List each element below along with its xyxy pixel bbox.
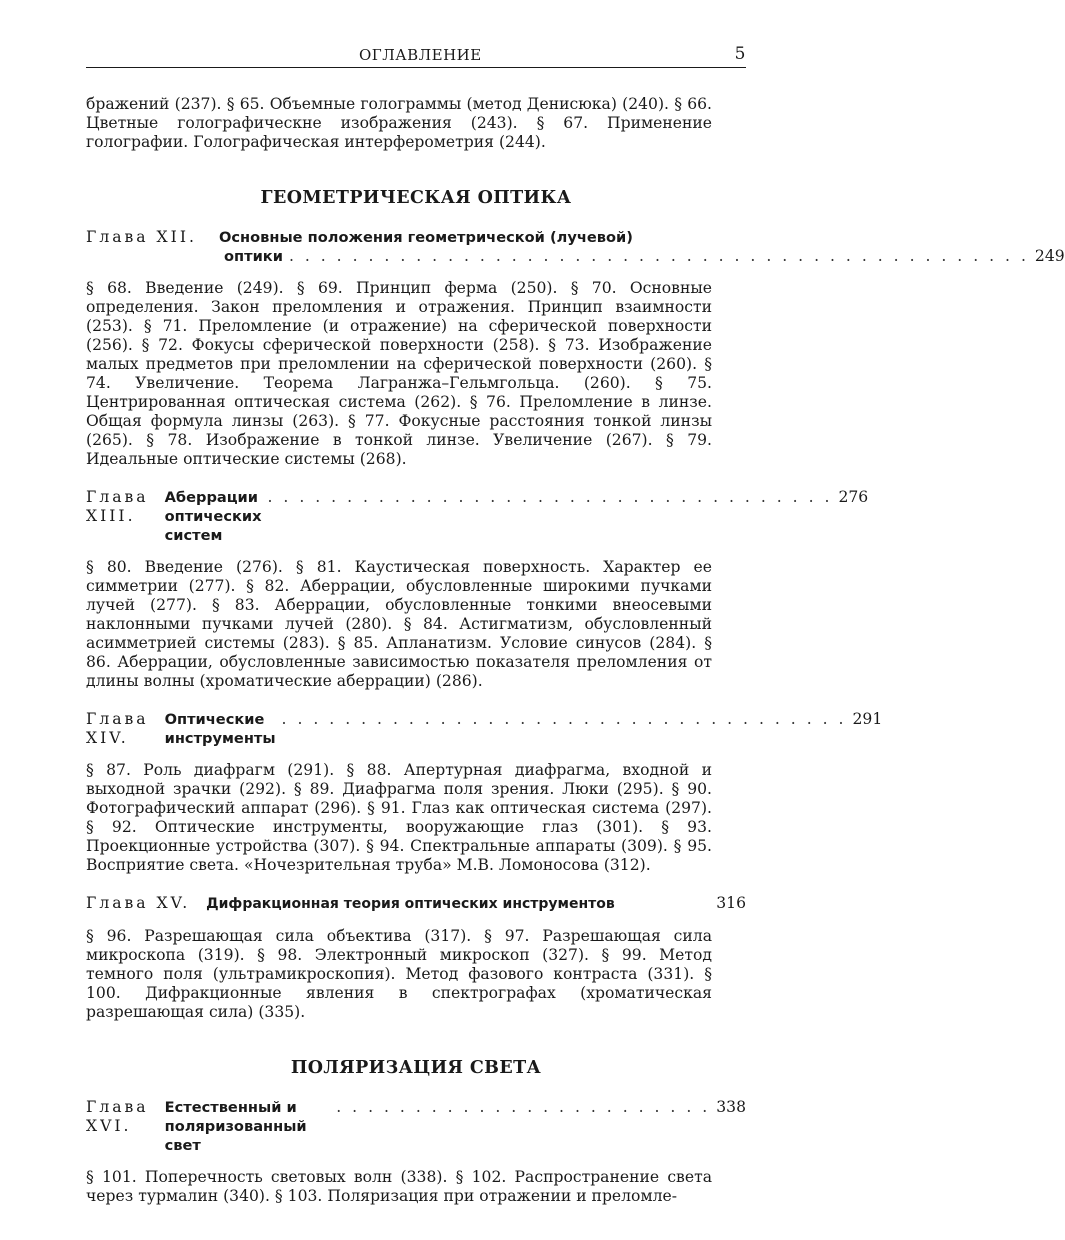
chapter-page: 291 [852,710,883,728]
dot-leader: . . . . . . . . . . . . . . . . . . . . . . . . [336,1098,711,1116]
chapter-title: Естественный и поляризованный свет [164,1099,307,1154]
chapter-contents: § 87. Роль диафрагм (291). § 88. Апертурная диафрагма, входной и выходной зрачки (292). § 89. Диафрагма поля зрения. Люки (295). § 90. Фотографический аппарат (296). § 91. Глаз как оптическая система (297). § 92. Оптические инструменты, вооружающие глаз (301). § 93. Проекционные устройства (307). § 94. Спектральные аппараты (309). § 95. Восприятие света. «Ночезрительная труба» М.В. Ломоносова (312). [86,761,712,874]
header-title: ОГЛАВЛЕНИЕ [358,46,482,64]
chapter-label: Глава XIV. [86,710,149,747]
chapter-title-line2: оптики [224,248,283,265]
chapter-entry[interactable] [86,1098,746,1155]
chapter-title: Аберрации оптических систем [164,489,262,544]
chapter-page: 249 [1034,247,1065,265]
running-header [86,44,746,68]
section-heading-geometric-optics: ГЕОМЕТРИЧЕСКАЯ ОПТИКА [260,188,572,208]
chapter-entry[interactable] [86,488,869,545]
section-heading-polarization: ПОЛЯРИЗАЦИЯ СВЕТА [290,1058,542,1078]
chapter-page: 338 [716,1098,746,1116]
chapter-contents: § 101. Поперечность световых волн (338). § 102. Распространение света через турмалин (340). § 103. Поляризация при отражении и преломле- [86,1168,712,1205]
chapter-contents: § 80. Введение (276). § 81. Каустическая поверхность. Характер ее симметрии (277). § 82. Аберрации, обусловленные широкими пучками лучей (277). § 83. Аберрации, обусловленные тонкими внеосевыми наклонными пучками лучей (280). § 84. Астигматизм, обусловленный асимметрией системы (283). § 85. Апланатизм. Условие синусов (284). § 86. Аберрации, обусловленные зависимостью показателя преломления от длины волны (хроматические аберрации) (286). [86,558,712,690]
toc-page [86,44,1065,1206]
page-number: 5 [734,44,746,64]
chapter-label: Глава XII. [86,228,197,246]
chapter-entry[interactable] [86,710,883,748]
chapter-title: Оптические инструменты [164,711,276,747]
chapter-entry[interactable] [86,228,1065,266]
chapter-title: Дифракционная теория оптических инструментов [206,896,615,912]
chapter-page: 276 [838,488,869,506]
chapter-label: Глава XVI. [86,1098,149,1135]
dot-leader: . . . . . . . . . . . . . . . . . . . . . . . . . . . . . . . . . . . . [281,710,847,728]
dot-leader: . . . . . . . . . . . . . . . . . . . . . . . . . . . . . . . . . . . . [267,488,833,506]
chapter-title-line1: Основные положения геометрической (лучевой) [219,229,633,246]
chapter-contents: § 68. Введение (249). § 69. Принцип ферма (250). § 70. Основные определения. Закон преломления и отражения. Принцип взаимности (253). § 71. Преломление (и отражение) на сферической поверхности (256). § 72. Фокусы сферической поверхности (258). § 73. Изображение малых предметов при преломлении на сферической поверхности (260). § 74. Увеличение. Теорема Лагранжа–Гельмгольца. (260). § 75. Центрированная оптическая система (262). § 76. Преломление в линзе. Общая формула линзы (263). § 77. Фокусные расстояния тонкой линзы (265). § 78. Изображение в тонкой линзе. Увеличение (267). § 79. Идеальные оптические системы (268). [86,279,712,468]
chapter-entry[interactable] [86,894,746,914]
intro-paragraph: бражений (237). § 65. Объемные голограммы (метод Денисюка) (240). § 66. Цветные голографическне изображения (243). § 67. Применение голографии. Голографическая интерферометрия (244). [86,95,712,151]
chapter-label: Глава XV. [86,894,191,912]
chapter-page: 316 [716,894,746,912]
chapter-label: Глава XIII. [86,488,149,525]
chapter-contents: § 96. Разрешающая сила объектива (317). § 97. Разрешающая сила микроскопа (319). § 98. Электронный микроскоп (327). § 99. Метод темного поля (ультрамикроскопия). Метод фазового контраста (331). § 100. Дифракционные явления в спектрографах (хроматическая разрешающая сила) (335). [86,927,712,1021]
dot-leader: . . . . . . . . . . . . . . . . . . . . . . . . . . . . . . . . . . . . . . . . . . . . . . . [288,247,1029,265]
